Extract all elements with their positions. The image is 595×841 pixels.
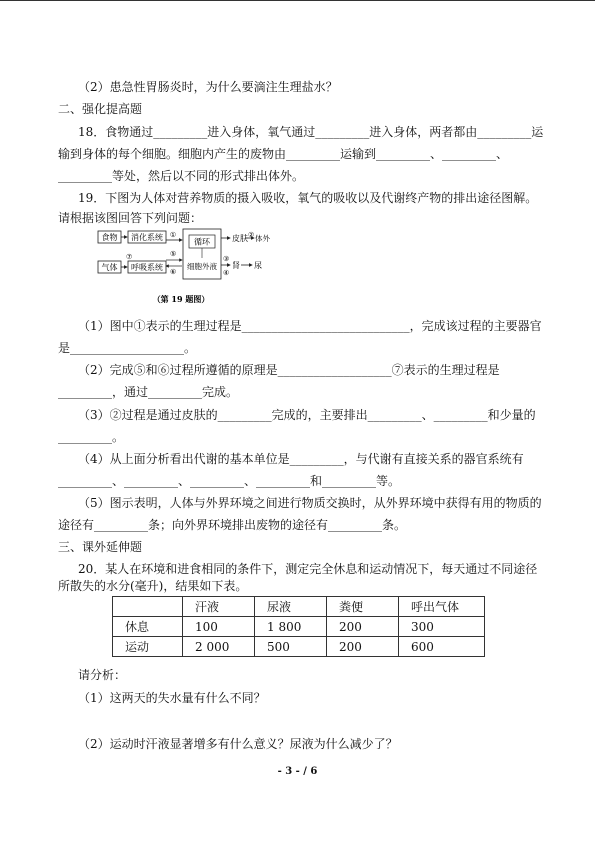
table-header-cell	[113, 597, 183, 617]
table-header-cell: 粪便	[327, 597, 399, 617]
kidney-label: 肾	[232, 261, 240, 270]
food-label: 食物	[101, 233, 118, 242]
top-rule	[0, 0, 595, 1]
q19-diagram	[96, 228, 270, 310]
q17-part2: （2）患急性胃肠炎时，为什么要滴注生理盐水？	[78, 80, 338, 94]
outside-label: 体外	[255, 234, 270, 243]
q19-line1: 19．下图为人体对营养物质的摄入吸收，氧气的吸收以及代谢终产物的排出途径图解。	[78, 191, 538, 205]
q19-3-line1: （3）②过程是通过皮肤的_________完成的，主要排出_________、_________和少量的	[78, 408, 536, 422]
water-loss-table	[112, 596, 485, 657]
q18-line2: 输到身体的每个细胞。细胞内产生的废物由_________运输到_________、_________、	[58, 147, 509, 161]
table-header-cell: 尿液	[255, 597, 327, 617]
q19-4-line2: _________、_________、_________、_________和_________等。	[58, 474, 401, 488]
q20-part1: （1）这两天的失水量有什么不同？	[78, 691, 266, 705]
diagram-caption: （第 19 题图）	[152, 294, 210, 304]
table-cell: 200	[327, 637, 399, 657]
q19-4-line1: （4）从上面分析看出代谢的基本单位是_________，与代谢有直接关系的器官系统有	[78, 452, 524, 466]
oxygen-label: 气体	[101, 263, 118, 272]
table-row	[113, 617, 485, 637]
q19-3-line2: _________。	[58, 430, 125, 444]
q19-line2: 请根据该图回答下列问题：	[58, 211, 203, 225]
q19-2-line2: _________，通过_________完成。	[58, 385, 239, 399]
section-heading-2: 二、强化提高题	[58, 102, 143, 116]
q19-1-line2: 是___________________。	[58, 341, 197, 355]
marker-2: ②	[248, 231, 255, 239]
table-cell: 1 800	[255, 617, 327, 637]
q20-line1: 20．某人在环境和进食相同的条件下，测定完全休息和运动情况下，每天通过不同途径	[78, 562, 538, 576]
table-row	[113, 637, 485, 657]
q19-5-line1: （5）图示表明，人体与外界环境之间进行物质交换时，从外界环境中获得有用的物质的	[78, 496, 542, 510]
table-cell: 2 000	[183, 637, 255, 657]
analysis-prompt: 请分析：	[78, 668, 127, 682]
marker-3: ③	[223, 255, 230, 263]
marker-1: ①	[169, 231, 177, 239]
urine-label: 尿	[254, 261, 262, 270]
tissue-fluid-label: 细胞外液	[187, 262, 217, 271]
q19-5-line2: 途径有_________条；向外界环境排出废物的途径有_________条。	[58, 518, 407, 532]
q18-line3: _________等处，然后以不同的形式排出体外。	[58, 169, 305, 183]
table-cell: 运动	[113, 637, 183, 657]
circulation-label: 循环	[194, 237, 210, 247]
table-header-cell: 汗液	[183, 597, 255, 617]
marker-6: ⑥	[170, 268, 177, 276]
marker-4: ④	[223, 269, 230, 277]
table-cell: 500	[255, 637, 327, 657]
table-cell: 300	[399, 617, 485, 637]
page-number: - 3 - / 6	[277, 766, 318, 777]
q19-1-line1: （1）图中①表示的生理过程是____________________________，完成该过程的主要器官	[78, 319, 542, 333]
q20-part2: （2）运动时汗液显著增多有什么意义？尿液为什么减少了？	[78, 737, 398, 751]
respiratory-label: 呼吸系统	[131, 263, 163, 272]
skin-label: 皮肤	[232, 234, 248, 243]
q18-line1: 18．食物通过_________进入身体，氧气通过_________进入身体，两者都由_________运	[78, 125, 544, 139]
table-cell: 200	[327, 617, 399, 637]
table-cell: 100	[183, 617, 255, 637]
q20-line2: 所散失的水分(毫升)，结果如下表。	[58, 579, 248, 593]
table-cell: 休息	[113, 617, 183, 637]
marker-7: ⑦	[126, 253, 133, 261]
q19-2-line1: （2）完成⑤和⑥过程所遵循的原理是___________________⑦表示的生理过程是	[78, 363, 500, 377]
table-cell: 600	[399, 637, 485, 657]
marker-5: ⑤	[170, 250, 177, 258]
digestive-label: 消化系统	[131, 233, 163, 242]
table-header-row	[113, 597, 485, 617]
section-heading-3: 三、课外延伸题	[58, 540, 143, 554]
table-header-cell: 呼出气体	[399, 597, 485, 617]
